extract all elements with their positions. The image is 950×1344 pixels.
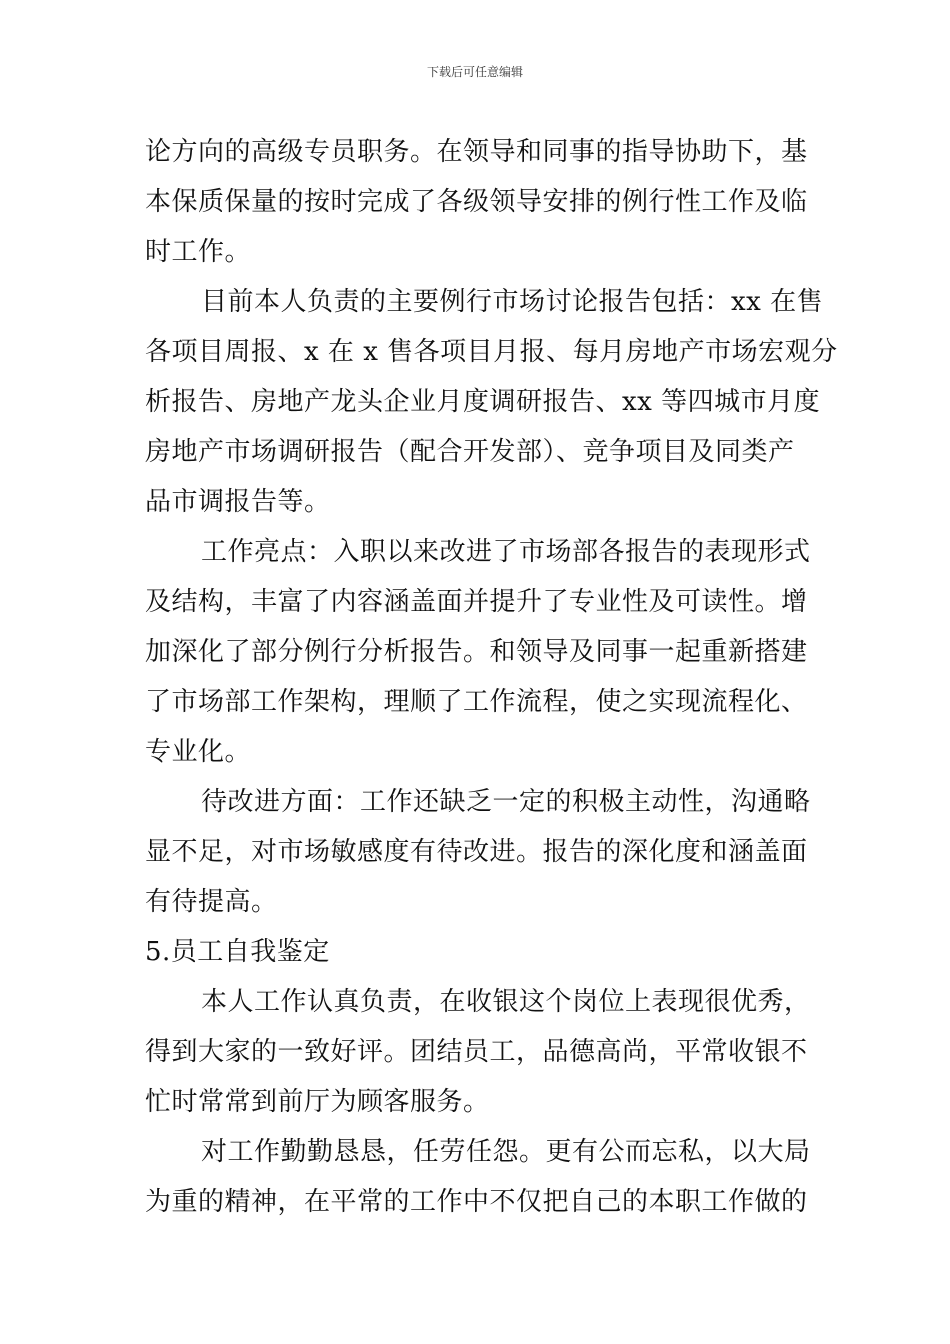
paragraph-first-line: 工作亮点：入职以来改进了市场部各报告的表现形式	[201, 537, 811, 567]
text-line: 时工作。	[145, 237, 252, 267]
text-line: 忙时常常到前厅为顾客服务。	[145, 1087, 490, 1117]
text-line: 及结构，丰富了内容涵盖面并提升了专业性及可读性。增	[145, 587, 808, 617]
paragraph-first-line: 目前本人负责的主要例行市场讨论报告包括：xx 在售	[201, 287, 824, 317]
paragraph-first-line: 对工作勤勤恳恳，任劳任怨。更有公而忘私，以大局	[201, 1137, 811, 1167]
document-body	[145, 127, 838, 1227]
text-line: 了市场部工作架构，理顺了工作流程，使之实现流程化、	[145, 687, 808, 717]
text-line: 有待提高。	[145, 887, 278, 917]
text-line: 专业化。	[145, 737, 252, 767]
text-line: 品市调报告等。	[145, 487, 331, 517]
text-line: 得到大家的一致好评。团结员工，品德高尚，平常收银不	[145, 1037, 808, 1067]
text-line: 房地产市场调研报告（配合开发部）、竞争项目及同类产	[145, 437, 795, 467]
paragraph-first-line: 本人工作认真负责，在收银这个岗位上表现很优秀，	[201, 987, 811, 1017]
text-line: 论方向的高级专员职务。在领导和同事的指导协助下，基	[145, 137, 808, 167]
text-line: 为重的精神，在平常的工作中不仅把自己的本职工作做的	[145, 1187, 808, 1217]
section-heading: 5.员工自我鉴定	[145, 937, 330, 967]
text-line: 本保质保量的按时完成了各级领导安排的例行性工作及临	[145, 187, 808, 217]
text-line: 显不足，对市场敏感度有待改进。报告的深化度和涵盖面	[145, 837, 808, 867]
page-header-note: 下载后可任意编辑	[426, 65, 523, 79]
paragraph-first-line: 待改进方面：工作还缺乏一定的积极主动性，沟通略	[201, 787, 811, 817]
text-line: 各项目周报、x 在 x 售各项目月报、每月房地产市场宏观分	[145, 337, 838, 367]
text-line: 加深化了部分例行分析报告。和领导及同事一起重新搭建	[145, 637, 808, 667]
text-line: 析报告、房地产龙头企业月度调研报告、xx 等四城市月度	[145, 387, 821, 417]
